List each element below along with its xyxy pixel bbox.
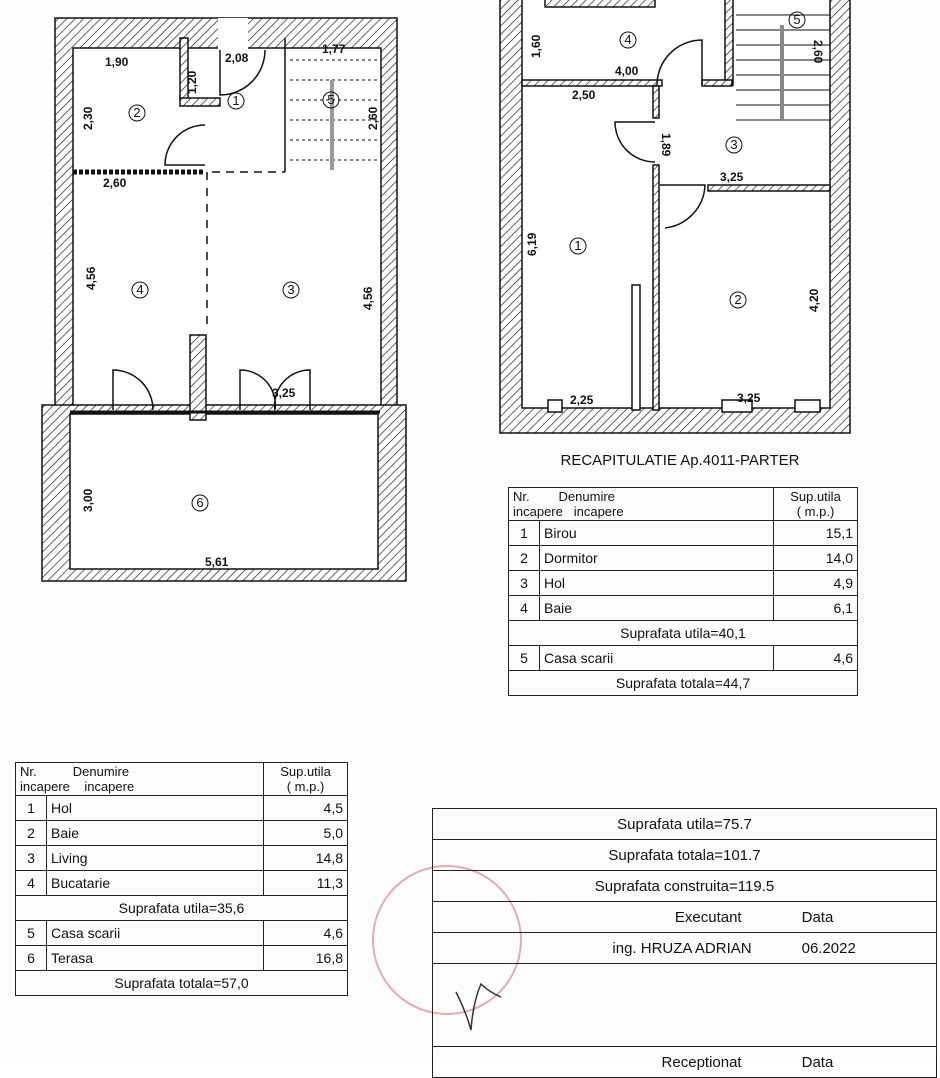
row-value: 4,6 (774, 646, 858, 671)
dimension: 5,61 (205, 555, 229, 569)
etaj-area-table (15, 762, 348, 996)
header-sup2: ( m.p.) (796, 504, 835, 519)
row-nr: 5 (16, 921, 47, 946)
utila-total: Suprafata utila=35,6 (16, 896, 348, 921)
row-value: 11,3 (264, 871, 348, 896)
row-name: Casa scarii (540, 646, 774, 671)
table-row (509, 646, 858, 671)
dimension: 1,77 (322, 42, 346, 56)
parter-title: RECAPITULATIE Ap.4011-PARTER (560, 452, 800, 469)
room-number-5: 5 (793, 12, 801, 27)
table-row (16, 796, 348, 821)
table-row (16, 821, 348, 846)
table-row (509, 546, 858, 571)
header-denumire: Denumire (72, 764, 130, 779)
header-sup: Sup.utila (790, 489, 841, 504)
summary-totala: Suprafata totala=101.7 (433, 840, 937, 871)
dimension: 2,60 (811, 40, 825, 64)
dimension: 1,60 (529, 34, 543, 58)
row-name: Hol (47, 796, 264, 821)
room-number-2: 2 (734, 292, 742, 307)
row-name: Terasa (47, 946, 264, 971)
row-value: 16,8 (264, 946, 348, 971)
row-name: Baie (540, 596, 774, 621)
row-value: 4,5 (264, 796, 348, 821)
summary-utila: Suprafata utila=75.7 (433, 809, 937, 840)
row-nr: 4 (16, 871, 47, 896)
totala-total: Suprafata totala=57,0 (16, 971, 348, 996)
table-row (16, 946, 348, 971)
signature-cell (433, 964, 937, 1047)
row-nr: 2 (16, 821, 47, 846)
signature-icon (451, 972, 511, 1032)
executant-label: Executant (433, 902, 782, 933)
dimension: 2,60 (366, 106, 380, 130)
room-number-1: 1 (232, 93, 240, 108)
dimension: 1,89 (659, 133, 673, 157)
row-value: 5,0 (264, 821, 348, 846)
totala-total: Suprafata totala=44,7 (509, 671, 858, 696)
row-name: Birou (540, 521, 774, 546)
parter-area-table (508, 487, 858, 696)
row-nr: 4 (509, 596, 540, 621)
room-number-5: 5 (327, 92, 335, 107)
row-nr: 3 (16, 846, 47, 871)
room-number-2: 2 (133, 105, 141, 120)
room-number-3: 3 (287, 282, 295, 297)
room-number-4: 4 (624, 32, 632, 47)
row-name: Dormitor (540, 546, 774, 571)
table-row (16, 921, 348, 946)
header-nr: Nr. (513, 489, 530, 504)
row-nr: 5 (509, 646, 540, 671)
engineer-name: ing. HRUZA ADRIAN (433, 933, 782, 964)
row-name: Hol (540, 571, 774, 596)
dimension: 2,50 (572, 88, 596, 102)
table-row (509, 521, 858, 546)
room-number-4: 4 (136, 282, 144, 297)
room-number-6: 6 (196, 495, 204, 510)
row-nr: 2 (509, 546, 540, 571)
row-nr: 3 (509, 571, 540, 596)
table-row (16, 871, 348, 896)
row-value: 4,6 (264, 921, 348, 946)
room-number-1: 1 (574, 238, 582, 253)
table-row (509, 571, 858, 596)
header-denumire2: incapere (84, 779, 135, 794)
row-nr: 1 (16, 796, 47, 821)
dimension: 2,08 (225, 51, 249, 65)
header-nr2: incapere (513, 504, 563, 519)
utila-total: Suprafata utila=40,1 (509, 621, 858, 646)
data-label: Data (782, 902, 937, 933)
row-name: Bucatarie (47, 871, 264, 896)
dimension: 3,00 (81, 488, 95, 512)
row-nr: 1 (509, 521, 540, 546)
table-row (16, 846, 348, 871)
row-value: 6,1 (774, 596, 858, 621)
left-floor-plan (42, 18, 406, 581)
data-label-2: Data (782, 1047, 937, 1078)
right-floor-plan (500, 0, 850, 433)
row-nr: 6 (16, 946, 47, 971)
summary-table (432, 808, 937, 1078)
table-row (509, 596, 858, 621)
dimension: 6,19 (525, 232, 539, 256)
dimension: 4,20 (807, 288, 821, 312)
header-denumire2: incapere (573, 504, 624, 519)
dimension: 3,25 (737, 391, 761, 405)
header-nr2: incapere (20, 779, 70, 794)
header-sup2: ( m.p.) (286, 779, 325, 794)
row-name: Living (47, 846, 264, 871)
execution-date: 06.2022 (782, 933, 937, 964)
dimension: 4,00 (615, 64, 639, 78)
dimension: 3,25 (720, 170, 744, 184)
row-value: 4,9 (774, 571, 858, 596)
dimension: 2,60 (103, 176, 127, 190)
row-name: Baie (47, 821, 264, 846)
summary-construita: Suprafata construita=119.5 (433, 871, 937, 902)
receptionat-label: Receptionat (433, 1047, 782, 1078)
dimension: 3,25 (272, 386, 296, 400)
dimension: 1,90 (105, 55, 129, 69)
room-number-3: 3 (730, 137, 738, 152)
dimension: 4,56 (361, 286, 375, 310)
row-name: Casa scarii (47, 921, 264, 946)
header-nr: Nr. (20, 764, 37, 779)
row-value: 15,1 (774, 521, 858, 546)
row-value: 14,8 (264, 846, 348, 871)
header-denumire: Denumire (558, 489, 615, 504)
dimension: 2,30 (81, 106, 95, 130)
header-sup: Sup.utila (280, 764, 331, 779)
dimension: 4,56 (84, 266, 98, 290)
dimension: 2,25 (570, 393, 594, 407)
dimension: 1,20 (185, 70, 199, 94)
row-value: 14,0 (774, 546, 858, 571)
